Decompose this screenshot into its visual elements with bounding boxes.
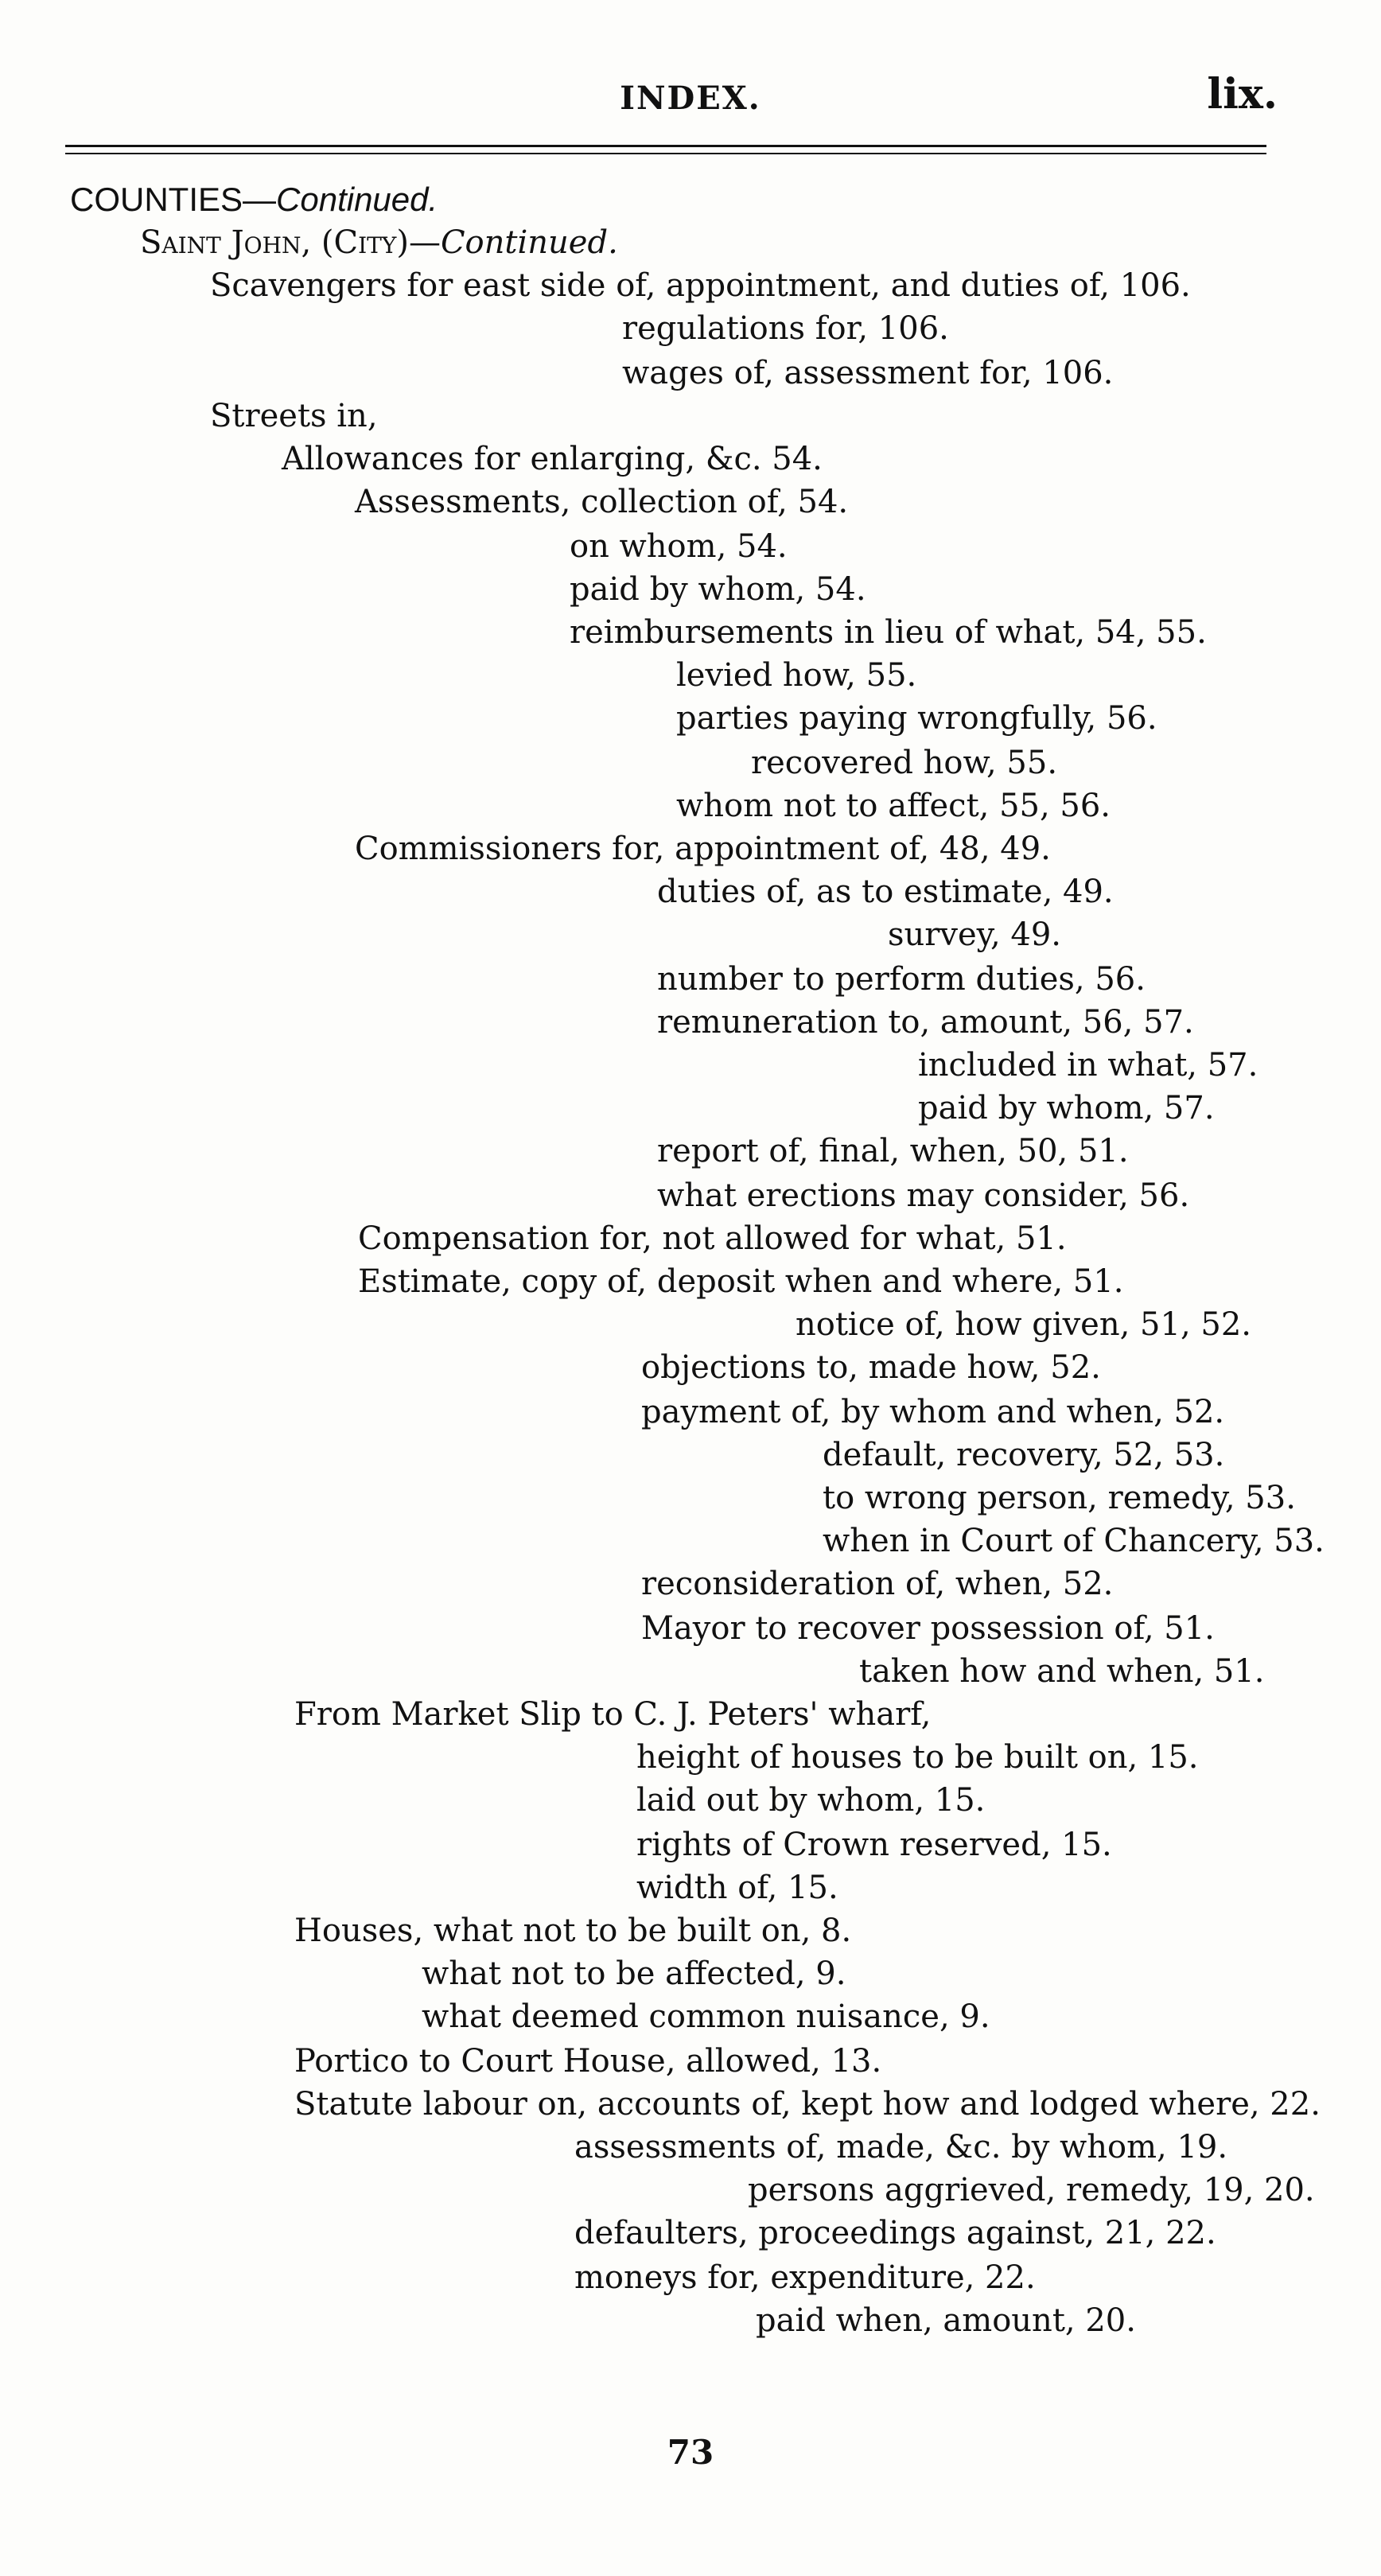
index-entry: included in what, 57. [918,1047,1258,1084]
index-entry: Allowances for enlarging, &c. 54. [282,441,823,477]
index-entry: width of, 15. [636,1870,838,1906]
index-entry: taken how and when, 51. [859,1653,1265,1690]
printer-folio: 73 [667,2433,714,2472]
index-entry: what erections may consider, 56. [657,1177,1190,1214]
header-rule-bottom [65,153,1266,154]
header-rule-top [65,145,1266,147]
index-entry: report of, final, when, 50, 51. [657,1133,1129,1169]
index-entry: wages of, assessment for, 106. [622,355,1114,391]
index-entry: Commissioners for, appointment of, 48, 49. [355,831,1051,867]
index-entry: what deemed common nuisance, 9. [422,1998,990,2035]
index-entry: number to perform duties, 56. [657,961,1146,998]
index-entry: Scavengers for east side of, appointment, and duties of, 106. [210,267,1191,304]
index-entry: paid when, amount, 20. [756,2302,1136,2339]
index-entry: Statute labour on, accounts of, kept how and lodged where, 22. [294,2086,1321,2123]
index-entry: Houses, what not to be built on, 8. [294,1913,852,1949]
index-entry: survey, 49. [888,916,1062,953]
index-entry: payment of, by whom and when, 52. [641,1394,1225,1430]
index-heading-counties: COUNTIES—Continued. [70,181,438,218]
running-title: INDEX. [620,80,761,117]
index-entry: regulations for, 106. [622,310,949,347]
index-entry: defaulters, proceedings against, 21, 22. [574,2215,1216,2251]
index-entry: Compensation for, not allowed for what, 51. [358,1220,1067,1257]
index-entry: rights of Crown reserved, 15. [636,1827,1112,1863]
index-entry: to wrong person, remedy, 53. [823,1480,1296,1516]
index-entry: duties of, as to estimate, 49. [657,874,1114,910]
index-subheading-saint-john: Saint John, (City)—Continued. [140,224,618,261]
index-entry: height of houses to be built on, 15. [636,1739,1199,1776]
index-entry: when in Court of Chancery, 53. [823,1523,1325,1559]
index-entry: moneys for, expenditure, 22. [574,2259,1036,2296]
index-entry: Estimate, copy of, deposit when and where, 51. [358,1263,1124,1300]
index-entry: reconsideration of, when, 52. [641,1566,1114,1602]
index-entry: what not to be affected, 9. [422,1955,846,1992]
index-entry: Streets in, [210,398,378,434]
index-entry: assessments of, made, &c. by whom, 19. [574,2129,1228,2165]
index-entry: Portico to Court House, allowed, 13. [294,2043,882,2080]
index-entry: Mayor to recover possession of, 51. [641,1610,1215,1647]
index-entry: From Market Slip to C. J. Peters' wharf, [294,1696,932,1733]
index-entry: recovered how, 55. [751,745,1058,781]
index-entry: notice of, how given, 51, 52. [796,1306,1251,1343]
index-entry: whom not to affect, 55, 56. [676,788,1111,824]
index-entry: objections to, made how, 52. [641,1349,1101,1386]
index-entry: persons aggrieved, remedy, 19, 20. [748,2172,1315,2208]
index-entry: Assessments, collection of, 54. [355,484,849,520]
index-entry: paid by whom, 54. [570,571,866,608]
index-entry: on whom, 54. [570,528,788,565]
index-entry: remuneration to, amount, 56, 57. [657,1004,1194,1041]
index-entry: reimbursements in lieu of what, 54, 55. [570,614,1207,651]
index-entry: levied how, 55. [676,657,917,694]
page-number: lix. [1207,70,1278,119]
index-entry: parties paying wrongfully, 56. [676,700,1157,737]
index-entry: laid out by whom, 15. [636,1782,986,1819]
index-entry: default, recovery, 52, 53. [823,1437,1225,1473]
index-entry: paid by whom, 57. [918,1090,1215,1127]
